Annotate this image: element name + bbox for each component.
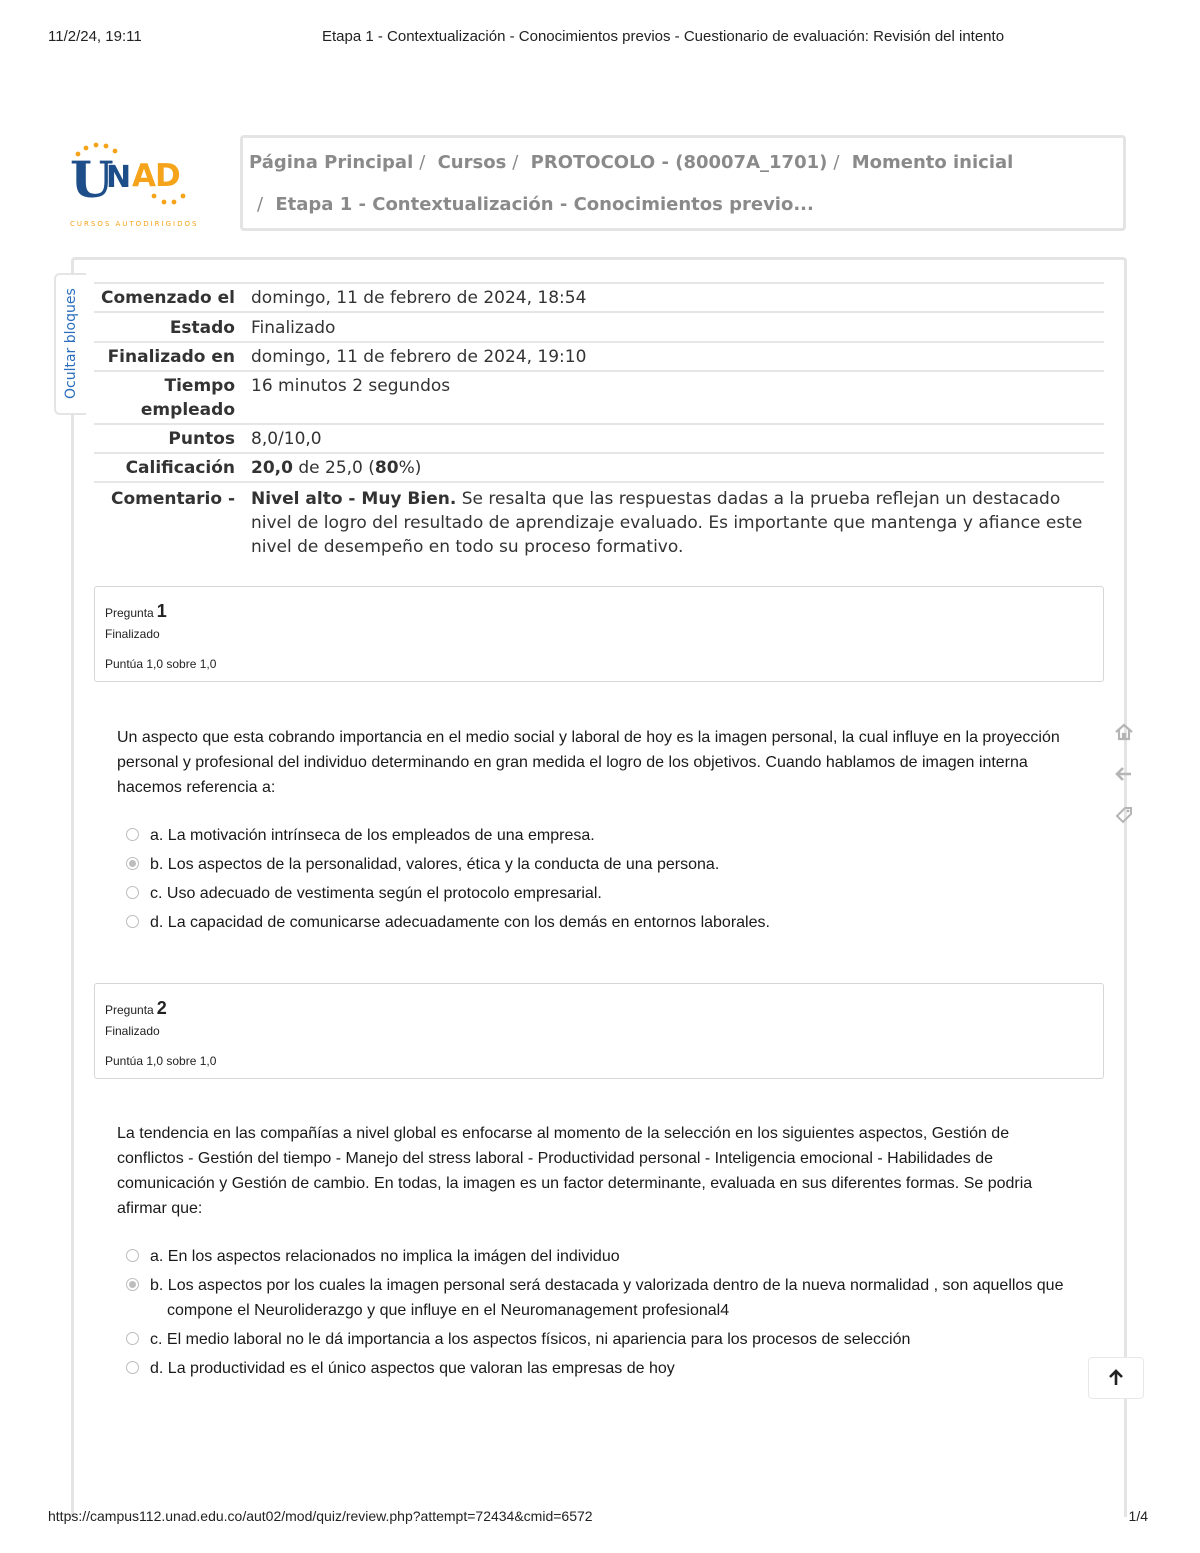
- answer-option[interactable]: [126, 1327, 1076, 1352]
- question-number-value: 2: [156, 998, 167, 1018]
- answer-text: a. En los aspectos relacionados no implica la imágen del individuo: [150, 1248, 620, 1265]
- grade-value: 20,0: [251, 458, 293, 478]
- answer-text: d. La capacidad de comunicarse adecuadamente con los demás en entornos laborales.: [150, 914, 770, 931]
- breadcrumb-separator: /: [257, 194, 264, 215]
- summary-label: Estado: [169, 318, 235, 338]
- answer-option[interactable]: [126, 881, 1086, 906]
- summary-label: Calificación: [125, 458, 235, 478]
- answer-option[interactable]: [126, 910, 1086, 935]
- breadcrumb-section[interactable]: Momento inicial: [851, 152, 1014, 173]
- breadcrumb-separator: /: [419, 152, 426, 173]
- summary-row-finished: [94, 341, 1104, 370]
- print-url: https://campus112.unad.edu.co/aut02/mod/quiz/review.php?attempt=72434&cmid=6572: [48, 1508, 593, 1524]
- grade-percent-suffix: %): [398, 458, 422, 478]
- radio-button[interactable]: [126, 886, 139, 899]
- back-arrow-icon[interactable]: [1114, 764, 1134, 784]
- question-number: [105, 998, 167, 1019]
- answer-option[interactable]: [126, 1244, 1076, 1269]
- summary-row-grade: [94, 452, 1104, 481]
- answer-text: a. La motivación intrínseca de los empleados de una empresa.: [150, 827, 595, 844]
- summary-value: 16 minutos 2 segundos: [251, 376, 451, 396]
- summary-value: domingo, 11 de febrero de 2024, 18:54: [251, 288, 587, 308]
- print-title: Etapa 1 - Contextualización - Conocimientos previos - Cuestionario de evaluación: Revisión del intento: [322, 28, 1005, 45]
- summary-value: [251, 456, 1104, 480]
- answer-text: c. Uso adecuado de vestimenta según el protocolo empresarial.: [150, 885, 602, 902]
- breadcrumb-separator: /: [512, 152, 519, 173]
- question-grade: Puntúa 1,0 sobre 1,0: [105, 1054, 217, 1068]
- summary-row-comment: [94, 481, 1104, 560]
- answer-list-2: [126, 1244, 1076, 1385]
- question-grade: Puntúa 1,0 sobre 1,0: [105, 657, 217, 671]
- logo-letter-n: N: [106, 160, 132, 195]
- question-label: Pregunta: [105, 606, 154, 620]
- summary-row-started: [94, 282, 1104, 311]
- question-number-value: 1: [156, 601, 167, 621]
- answer-text: b. Los aspectos por los cuales la imagen personal será destacada y valorizada dentro de la nueva normalidad , son aquellos que compone el Neuroliderazgo y que influye en el Neuromanagement profesional4: [150, 1277, 1064, 1319]
- logo-tagline: CURSOS AUTODIRIGIDOS: [70, 220, 199, 228]
- question-text-1: Un aspecto que esta cobrando importancia en el medio social y laboral de hoy es la imagen personal, la cual influye en la proyección personal y profesional del individuo determinando en gran medida el logro de los objetivos. Cuando hablamos de imagen interna hacemos referencia a:: [117, 729, 1060, 796]
- summary-row-state: [94, 311, 1104, 341]
- breadcrumb-activity[interactable]: Etapa 1 - Contextualización - Conocimientos previo...: [275, 194, 814, 215]
- hide-blocks-button[interactable]: [54, 273, 86, 415]
- print-footer: [0, 1508, 1200, 1528]
- grade-total: de 25,0 (: [298, 458, 375, 478]
- comment-text: Se resalta que las respuestas dadas a la prueba reflejan un destacado nivel de logro del resultado de aprendizaje evaluado. Es importante que mantenga y afiance este nivel de desempeño en todo su proceso formativo.: [251, 489, 1083, 557]
- print-header: [0, 28, 1200, 48]
- summary-label: Tiempo empleado: [140, 376, 235, 420]
- summary-label: Comentario -: [111, 489, 235, 509]
- breadcrumb-home[interactable]: Página Principal: [249, 152, 414, 173]
- summary-value: 8,0/10,0: [251, 429, 322, 449]
- summary-row-time: [94, 370, 1104, 423]
- arrow-up-icon: [1108, 1369, 1124, 1387]
- radio-button[interactable]: [126, 1361, 139, 1374]
- radio-button[interactable]: [126, 828, 139, 841]
- hide-blocks-label: Ocultar bloques: [63, 288, 79, 399]
- unad-logo[interactable]: [66, 140, 199, 235]
- question-state: Finalizado: [105, 627, 160, 641]
- answer-option[interactable]: [126, 823, 1086, 848]
- attempt-summary-table: [94, 282, 1104, 560]
- breadcrumb-courses[interactable]: Cursos: [437, 152, 507, 173]
- logo-letter-u: U: [70, 150, 112, 209]
- answer-list-1: [126, 823, 1086, 939]
- radio-button-selected[interactable]: [126, 1278, 139, 1291]
- breadcrumb: [240, 135, 1126, 231]
- tag-icon[interactable]: [1114, 805, 1134, 825]
- question-text-2: La tendencia en las compañías a nivel global es enfocarse al momento de la selección en los siguientes aspectos, Gestión de conflictos - Gestión del tiempo - Manejo del stress laboral - Productividad personal - Inteligencia emocional - Habilidades de comunicación y Gestión de cambio. En todas, la imagen es un factor determinante, evaluada en sus diferentes formas. Se podria afirmar que:: [117, 1125, 1033, 1217]
- print-page-number: 1/4: [1128, 1508, 1148, 1524]
- answer-option[interactable]: [126, 1356, 1076, 1381]
- answer-text: d. La productividad es el único aspectos que valoran las empresas de hoy: [150, 1360, 675, 1377]
- summary-value: domingo, 11 de febrero de 2024, 19:10: [251, 347, 587, 367]
- comment-bold: Nivel alto - Muy Bien.: [251, 489, 457, 509]
- breadcrumb-course[interactable]: PROTOCOLO - (80007A_1701): [530, 152, 828, 173]
- answer-option[interactable]: [126, 852, 1086, 877]
- home-icon[interactable]: [1114, 722, 1134, 742]
- summary-label: Puntos: [168, 429, 235, 449]
- question-label: Pregunta: [105, 1003, 154, 1017]
- answer-option[interactable]: [126, 1273, 1076, 1323]
- summary-value: Finalizado: [251, 318, 336, 338]
- grade-percent: 80: [374, 458, 399, 478]
- print-date: 11/2/24, 19:11: [48, 28, 142, 45]
- question-number: [105, 601, 167, 622]
- summary-row-points: [94, 423, 1104, 452]
- question-info-1: [94, 586, 1104, 682]
- summary-label: Comenzado el: [101, 288, 235, 308]
- summary-label: Finalizado en: [107, 347, 235, 367]
- radio-button[interactable]: [126, 915, 139, 928]
- back-to-top-button[interactable]: [1088, 1357, 1144, 1399]
- answer-text: c. El medio laboral no le dá importancia a los aspectos físicos, ni apariencia para los procesos de selección: [150, 1331, 911, 1348]
- summary-value: [251, 487, 1104, 559]
- radio-button[interactable]: [126, 1332, 139, 1345]
- question-info-2: [94, 983, 1104, 1079]
- radio-button[interactable]: [126, 1249, 139, 1262]
- breadcrumb-separator: /: [833, 152, 840, 173]
- radio-button-selected[interactable]: [126, 857, 139, 870]
- question-state: Finalizado: [105, 1024, 160, 1038]
- answer-text: b. Los aspectos de la personalidad, valores, ética y la conducta de una persona.: [150, 856, 720, 873]
- logo-letters-ad: AD: [132, 158, 180, 194]
